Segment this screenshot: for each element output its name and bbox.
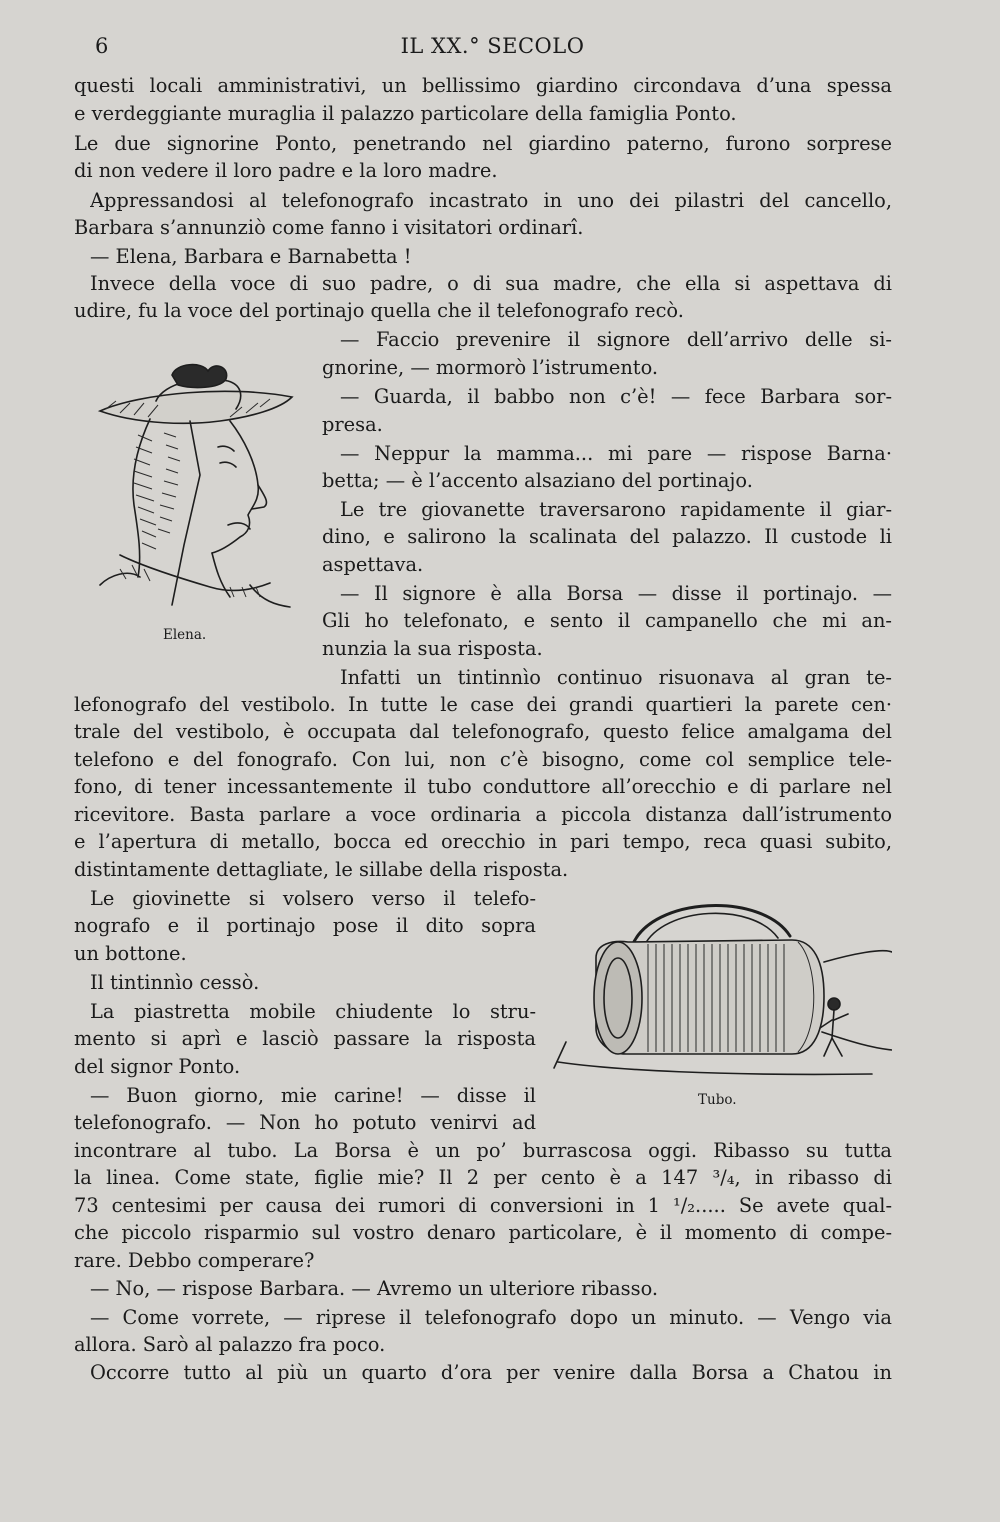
text-line: Infatti un tintinnìo continuo risuonava al gran te- xyxy=(340,666,892,689)
text-line: presa. xyxy=(322,413,383,436)
text-line: fono, di tener incessantemente il tubo conduttore all’orecchio e di parlare nel xyxy=(74,775,892,798)
text-line: — Come vorrete, — riprese il telefonografo dopo un minuto. — Vengo via xyxy=(90,1306,892,1329)
text-line: e l’apertura di metallo, bocca ed orecchio in pari tempo, reca quasi subito, xyxy=(74,830,892,853)
text-line: Le due signorine Ponto, penetrando nel giardino paterno, furono sorprese xyxy=(74,132,892,155)
text-line: Appressandosi al telefonografo incastrato in uno dei pilastri del cancello, xyxy=(90,189,892,212)
text-line: del signor Ponto. xyxy=(74,1055,241,1078)
text-line: — Elena, Barbara e Barnabetta ! xyxy=(90,245,412,268)
text-line: — Il signore è alla Borsa — disse il portinajo. — xyxy=(340,582,892,605)
text-line: rare. Debbo comperare? xyxy=(74,1249,315,1272)
text-line: Barbara s’annunziò come fanno i visitatori ordinarî. xyxy=(74,216,584,239)
text-line: che piccolo risparmio sul vostro denaro particolare, è il momento di compe- xyxy=(74,1221,892,1244)
text-line: dino, e salirono la scalinata del palazzo. Il custode li xyxy=(322,525,892,548)
text-line: Le tre giovanette traversarono rapidamente il giar- xyxy=(340,498,892,521)
text-line: Le giovinette si volsero verso il telefo- xyxy=(90,887,536,910)
text-line: telefonografo. — Non ho potuto venirvi ad xyxy=(74,1111,536,1134)
elena-illustration xyxy=(80,355,312,617)
text-line: aspettava. xyxy=(322,553,424,576)
page-number: 6 xyxy=(95,34,109,58)
text-line: mento si aprì e lasciò passare la risposta xyxy=(74,1027,536,1050)
text-line: nunzia la sua risposta. xyxy=(322,637,543,660)
tubo-caption: Tubo. xyxy=(698,1092,737,1108)
text-line: gnorine, — mormorò l’istrumento. xyxy=(322,356,659,379)
text-line: trale del vestibolo, è occupata dal telefonografo, questo felice amalgama del xyxy=(74,720,892,743)
elena-engraving xyxy=(80,355,312,617)
text-line: nografo e il portinajo pose il dito sopra xyxy=(74,914,536,937)
text-line: — Buon giorno, mie carine! — disse il xyxy=(90,1084,536,1107)
page-header xyxy=(95,34,890,64)
tubo-illustration xyxy=(552,892,892,1090)
text-line: 73 centesimi per causa dei rumori di conversioni in 1 ¹/₂..... Se avete qual- xyxy=(74,1194,892,1217)
text-line: — Faccio prevenire il signore dell’arrivo delle si- xyxy=(340,328,892,351)
text-line: udire, fu la voce del portinajo quella che il telefonografo recò. xyxy=(74,299,684,322)
text-line: incontrare al tubo. La Borsa è un po’ burrascosa oggi. Ribasso su tutta xyxy=(74,1139,892,1162)
text-line: — Guarda, il babbo non c’è! — fece Barbara sor- xyxy=(340,385,892,408)
text-line: di non vedere il loro padre e la loro madre. xyxy=(74,159,498,182)
text-line: — Neppur la mamma... mi pare — rispose Barna· xyxy=(340,442,892,465)
text-line: betta; — è l’accento alsaziano del portinajo. xyxy=(322,469,753,492)
text-line: lefonografo del vestibolo. In tutte le case dei grandi quartieri la parete cen· xyxy=(74,693,892,716)
tubo-engraving xyxy=(552,892,892,1090)
text-line: questi locali amministrativi, un bellissimo giardino circondava d’una spessa xyxy=(74,74,892,97)
text-line: distintamente dettagliate, le sillabe della risposta. xyxy=(74,858,569,881)
running-title: IL XX.° SECOLO xyxy=(400,34,585,58)
elena-caption: Elena. xyxy=(163,627,207,643)
text-line: — No, — rispose Barbara. — Avremo un ulteriore ribasso. xyxy=(90,1277,659,1300)
text-line: la linea. Come state, figlie mie? Il 2 per cento è a 147 ³/₄, in ribasso di xyxy=(74,1166,892,1189)
text-line: Gli ho telefonato, e sento il campanello che mi an- xyxy=(322,609,892,632)
text-line: ricevitore. Basta parlare a voce ordinaria a piccola distanza dall’istrumento xyxy=(74,803,892,826)
text-line: e verdeggiante muraglia il palazzo particolare della famiglia Ponto. xyxy=(74,102,737,125)
text-line: allora. Sarò al palazzo fra poco. xyxy=(74,1333,386,1356)
text-line: telefono e del fonografo. Con lui, non c’è bisogno, come col semplice tele- xyxy=(74,748,892,771)
text-line: Occorre tutto al più un quarto d’ora per venire dalla Borsa a Chatou in xyxy=(90,1361,892,1384)
text-line: Il tintinnìo cessò. xyxy=(90,971,260,994)
text-line: La piastretta mobile chiudente lo stru- xyxy=(90,1000,536,1023)
text-line: Invece della voce di suo padre, o di sua madre, che ella si aspettava di xyxy=(90,272,892,295)
text-line: un bottone. xyxy=(74,942,187,965)
